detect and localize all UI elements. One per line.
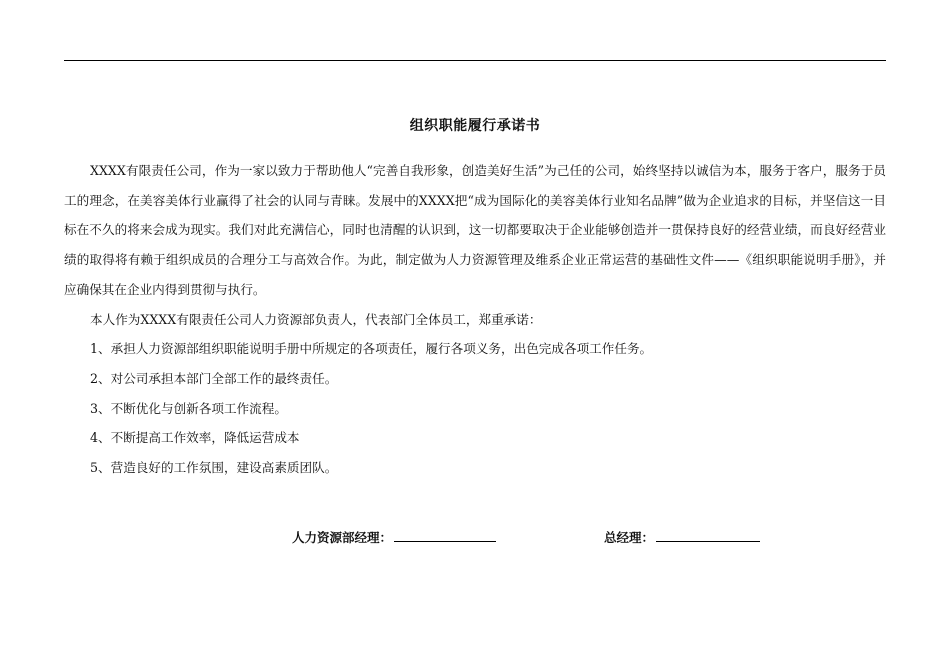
document-title: 组织职能履行承诺书 bbox=[409, 118, 541, 134]
hr-manager-signature bbox=[292, 528, 496, 548]
list-item: 5、营造良好的工作氛围，建设高素质团队。 bbox=[90, 460, 338, 476]
list-item: 2、对公司承担本部门全部工作的最终责任。 bbox=[90, 370, 338, 386]
hr-manager-signature-line bbox=[394, 528, 496, 542]
document-body bbox=[64, 156, 886, 483]
list-item: 1、承担人力资源部组织职能说明手册中所规定的各项责任，履行各项义务，出色完成各项工作任务。 bbox=[90, 341, 653, 357]
general-manager-signature bbox=[604, 528, 760, 548]
list-item: 3、不断优化与创新各项工作流程。 bbox=[90, 400, 287, 416]
signature-area bbox=[0, 528, 950, 548]
list-item: 4、不断提高工作效率，降低运营成本 bbox=[90, 430, 300, 446]
intro-paragraph: XXXX有限责任公司，作为一家以致力于帮助他人“完善自我形象，创造美好生活”为己任的公司，始终坚持以诚信为本，服务于客户，服务于员工的理念，在美容美体行业赢得了社会的认同与青睐。发展中的XXXX把“成为国际化的美容美体行业知名品牌”做为企业追求的目标，并坚信这一目标在不久的将来会成为现实。我们对此充满信心，同时也清醒的认识到，这一切都要取决于企业能够创造并一贯保持良好的经营业绩，而良好经营业绩的取得将有赖于组织成员的合理分工与高效合作。为此，制定做为人力资源管理及维系企业正常运营的基础性文件——《组织职能说明手册》，并应确保其在企业内得到贯彻与执行。 bbox=[64, 163, 886, 297]
commitment-statement: 本人作为XXXX有限责任公司人力资源部负责人，代表部门全体员工，郑重承诺： bbox=[90, 311, 542, 327]
hr-manager-label: 人力资源部经理： bbox=[292, 530, 393, 545]
commitment-list bbox=[64, 334, 886, 483]
header-rule bbox=[64, 60, 886, 61]
general-manager-signature-line bbox=[656, 528, 760, 542]
general-manager-label: 总经理： bbox=[604, 530, 655, 545]
